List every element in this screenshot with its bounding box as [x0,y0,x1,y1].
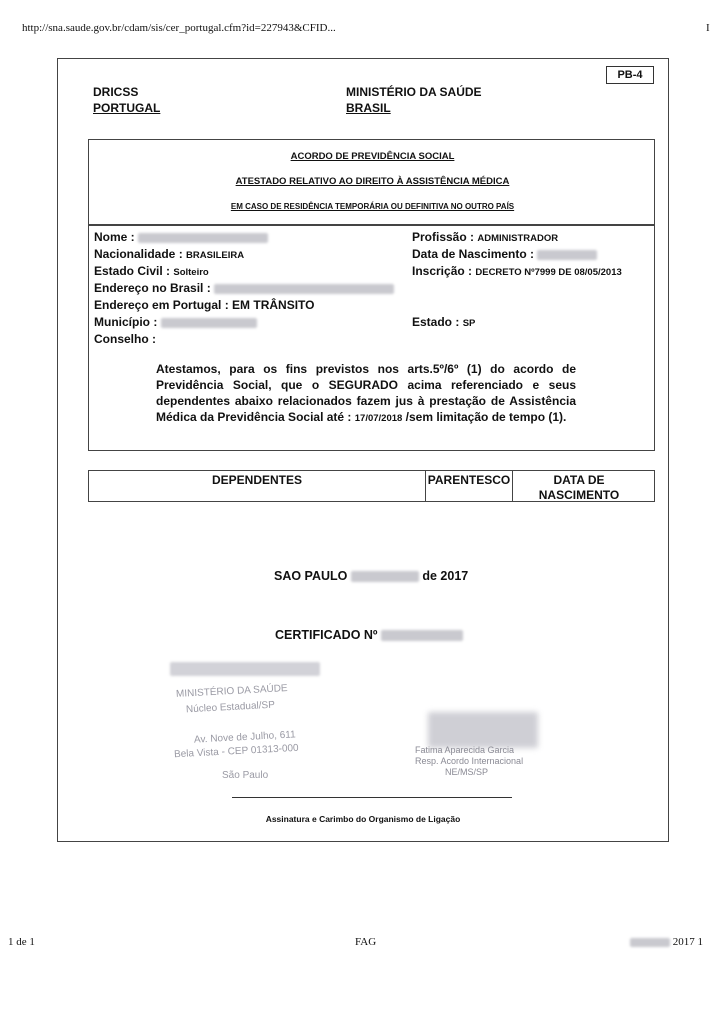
endereco-brasil-label: Endereço no Brasil : [94,281,211,295]
signature-line [232,797,512,798]
footer-initials: FAG [355,936,377,948]
header-right [346,84,482,116]
inscricao-label: Inscrição : [412,264,473,278]
municipio-label: Município : [94,315,158,329]
signatory-role: Resp. Acordo Internacional [415,756,524,766]
conselho-row: Conselho : [94,332,156,346]
nacionalidade-value: BRASILEIRA [186,250,245,261]
signature-caption: Assinatura e Carimbo do Organismo de Ligação [265,814,461,824]
signature-blur [428,712,538,748]
stamp-top [148,656,348,682]
estado-civil-value: Solteiro [173,267,209,278]
header-left [93,84,160,116]
footer-page-count: 1 de 1 [8,936,35,948]
place-date [274,569,468,583]
dependents-table [88,470,655,502]
inscricao-row [412,263,622,281]
form-code-badge: PB-4 [606,66,654,84]
nome-redacted [138,233,268,243]
signatory-name: Fatima Aparecida Garcia [415,745,515,755]
agreement-title-box [88,139,655,225]
nome-label: Nome : [94,230,135,244]
nome-row [94,229,268,245]
endereco-brasil-row [94,280,394,296]
certificate-number-redacted [381,630,463,641]
estado-civil-label: Estado Civil : [94,264,171,278]
endereco-portugal-row: Endereço em Portugal : EM TRÂNSITO [94,298,315,312]
agreement-subtitle: ATESTADO RELATIVO AO DIREITO À ASSISTÊNCIA MÉDICA [235,176,510,187]
agreement-subtitle2: EM CASO DE RESIDÊNCIA TEMPORÁRIA OU DEFINITIVA NO OUTRO PAÍS [230,202,515,211]
estado-value: SP [462,318,476,329]
date-redacted [351,571,419,582]
signatory-office: NE/MS/SP [445,767,489,777]
stamp-number-redacted [170,662,320,676]
place-year: de 2017 [422,569,469,583]
stamp-line2: Núcleo Estadual/SP [185,699,276,716]
col-parentesco: PARENTESCO [427,473,511,487]
header-left-line2: PORTUGAL [93,101,161,115]
stamp-line4: Bela Vista - CEP 01313-000 [173,742,299,761]
attestation-date: 17/07/2018 [354,413,403,424]
signatory-stamp [415,745,545,778]
nascimento-redacted [537,250,597,260]
print-url: http://sna.saude.gov.br/cdam/sis/cer_portugal.cfm?id=227943&CFID... [22,22,336,34]
profissao-row [412,229,558,247]
stamp-line3: Av. Nove de Julho, 611 [193,729,296,746]
nacionalidade-label: Nacionalidade : [94,247,183,261]
official-stamp [148,656,348,786]
profissao-value: ADMINISTRADOR [477,233,559,244]
nacionalidade-row [94,246,244,264]
estado-row [412,314,475,332]
print-top-right-mark: I [706,22,710,34]
col-data-nascimento: DATA DE NASCIMENTO [538,473,620,502]
agreement-title: ACORDO DE PREVIDÊNCIA SOCIAL [290,151,455,162]
estado-civil-row [94,263,209,281]
certificate-row [275,628,463,642]
inscricao-value: DECRETO Nº7999 DE 08/05/2013 [475,267,622,278]
nascimento-label: Data de Nascimento : [412,247,535,261]
attestation-text: Atestamos, para os fins previstos nos arts.5º/6º (1) do acordo de Previdência Social, que o SEGURADO acima referenciado e seus dependentes abaixo relacionados fazem jus à prestação de Assistência Médica da Previdência Social até : [156,362,576,424]
place-city: SAO PAULO [274,569,348,583]
footer-date [630,936,703,948]
col-divider [512,471,513,501]
attestation-paragraph [156,361,576,427]
header-left-line1: DRICSS [93,85,139,99]
municipio-row [94,314,257,330]
profissao-label: Profissão : [412,230,475,244]
endereco-brasil-redacted [214,284,394,294]
header-right-line2: BRASIL [346,101,391,115]
estado-label: Estado : [412,315,460,329]
footer-date-text: 2017 1 [672,936,703,948]
certificate-label: CERTIFICADO Nº [275,628,378,642]
stamp-line1: MINISTÉRIO DA SAÚDE [175,683,288,700]
municipio-redacted [161,318,257,328]
nascimento-row [412,246,597,262]
col-dependentes: DEPENDENTES [211,473,303,487]
attestation-text-end: /sem limitação de tempo (1). [405,410,567,424]
header-right-line1: MINISTÉRIO DA SAÚDE [346,85,482,99]
stamp-line5: São Paulo [222,770,269,781]
footer-date-redacted [630,938,670,947]
